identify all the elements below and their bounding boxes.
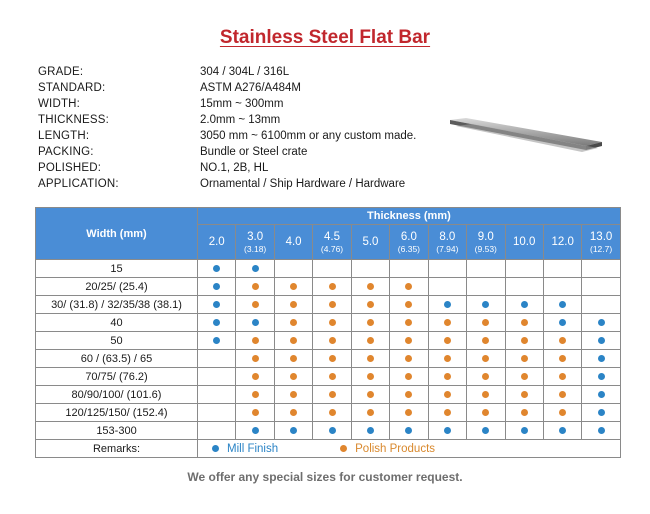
availability-cell [582,350,620,368]
polish-dot [482,391,489,398]
availability-cell [198,278,236,296]
polish-dot [252,355,259,362]
availability-cell [428,296,466,314]
page-title: Stainless Steel Flat Bar [219,27,431,48]
polish-dot [444,391,451,398]
spec-label: WIDTH: [38,98,81,110]
width-label: 40 [36,314,198,332]
availability-cell [351,296,389,314]
polish-dot [482,319,489,326]
thickness-inch: (4.76) [320,243,344,254]
polish-dot [405,283,412,290]
spec-value: Bundle or Steel crate [200,146,308,158]
spec-label: STANDARD: [38,82,106,94]
availability-cell [274,422,312,440]
availability-cell [467,296,505,314]
availability-cell [236,350,274,368]
availability-cell [428,386,466,404]
width-label: 80/90/100/ (101.6) [36,386,198,404]
availability-cell [198,350,236,368]
availability-cell [505,404,543,422]
polish-dot [252,283,259,290]
polish-dot [329,391,336,398]
polish-dot [405,301,412,308]
spec-value: 3050 mm ~ 6100mm or any custom made. [200,130,417,142]
availability-cell [313,314,351,332]
spec-value: 2.0mm ~ 13mm [200,114,281,126]
polish-dot [405,319,412,326]
thickness-mm: 4.0 [285,236,302,248]
availability-cell [236,296,274,314]
thickness-mm: 6.0 [400,230,417,243]
spec-row [38,80,416,96]
spec-value: 15mm ~ 300mm [200,98,284,110]
mill-finish-dot [482,301,489,308]
availability-cell [198,314,236,332]
mill-finish-dot [598,409,605,416]
table-row [36,260,621,278]
availability-cell [390,368,428,386]
availability-cell [351,314,389,332]
availability-cell [390,350,428,368]
polish-dot [252,301,259,308]
availability-cell [582,368,620,386]
availability-cell [198,404,236,422]
remarks-label: Remarks: [36,440,198,458]
thickness-mm: 2.0 [208,236,225,248]
mill-finish-dot [213,301,220,308]
polish-dot [329,373,336,380]
polish-dot [290,319,297,326]
polish-dot [329,409,336,416]
availability-cell [313,386,351,404]
polish-dot [521,337,528,344]
availability-cell [428,422,466,440]
availability-cell [351,332,389,350]
spec-value: Ornamental / Ship Hardware / Hardware [200,178,406,190]
availability-cell [467,386,505,404]
thickness-inch: (12.7) [589,243,613,254]
mill-finish-dot [598,319,605,326]
availability-cell [274,296,312,314]
availability-cell [505,422,543,440]
availability-cell [198,332,236,350]
size-table [35,207,621,458]
availability-cell [236,422,274,440]
spec-label: THICKNESS: [38,114,110,126]
availability-cell [543,314,581,332]
thickness-inch: (9.53) [474,243,497,254]
polish-dot [521,391,528,398]
thickness-col-header [274,225,312,260]
availability-cell [582,332,620,350]
spec-value: ASTM A276/A484M [200,82,301,94]
polish-dot [252,337,259,344]
polish-dot [290,355,297,362]
thickness-inch: (3.18) [244,243,267,254]
polish-dot [340,445,347,452]
legend-cell [198,440,621,458]
thickness-mm: 8.0 [439,230,456,243]
width-label: 20/25/ (25.4) [36,278,198,296]
mill-finish-dot [598,427,605,434]
polish-dot [367,409,374,416]
availability-cell [582,260,620,278]
availability-cell [274,404,312,422]
spec-row [38,64,416,80]
spec-row [38,160,416,176]
polish-dot [444,373,451,380]
availability-cell [390,332,428,350]
availability-cell [467,314,505,332]
legend-polish [340,443,435,455]
thickness-col-header [390,225,428,260]
mill-finish-dot [598,391,605,398]
availability-cell [274,386,312,404]
legend [198,440,620,457]
availability-cell [390,314,428,332]
thickness-col-header [198,225,236,260]
availability-cell [390,422,428,440]
mill-finish-dot [559,427,566,434]
mill-finish-dot [598,355,605,362]
availability-cell [390,278,428,296]
polish-dot [405,337,412,344]
availability-cell [390,386,428,404]
polish-dot [252,391,259,398]
mill-finish-dot [444,427,451,434]
polish-dot [482,355,489,362]
availability-cell [543,278,581,296]
legend-polish-label: Polish Products [355,442,436,455]
availability-cell [505,314,543,332]
thickness-mm: 9.0 [477,230,494,243]
availability-cell [351,278,389,296]
mill-finish-dot [213,265,220,272]
thickness-col-header [543,225,581,260]
availability-cell [313,350,351,368]
table-row [36,314,621,332]
thickness-mm: 10.0 [513,236,536,248]
mill-finish-dot [329,427,336,434]
spec-value: NO.1, 2B, HL [200,162,269,174]
polish-dot [405,409,412,416]
spec-row [38,112,416,128]
availability-cell [390,404,428,422]
mill-finish-dot [559,301,566,308]
table-row [36,368,621,386]
availability-cell [543,386,581,404]
polish-dot [521,373,528,380]
mill-finish-dot [213,283,220,290]
availability-cell [543,296,581,314]
polish-dot [482,409,489,416]
polish-dot [290,337,297,344]
footer-note: We offer any special sizes for customer request. [187,470,463,484]
availability-cell [313,296,351,314]
polish-dot [367,301,374,308]
availability-cell [543,368,581,386]
availability-cell [351,260,389,278]
availability-cell [505,296,543,314]
thickness-col-header [236,225,274,260]
polish-dot [290,409,297,416]
mill-finish-dot [367,427,374,434]
spec-label: GRADE: [38,66,84,78]
spec-row [38,144,416,160]
polish-dot [367,283,374,290]
availability-cell [351,368,389,386]
mill-finish-dot [290,427,297,434]
thickness-mm: 3.0 [247,230,264,243]
polish-dot [290,391,297,398]
width-label: 50 [36,332,198,350]
mill-finish-dot [212,445,219,452]
availability-cell [543,260,581,278]
spec-label: PACKING: [38,146,94,158]
polish-dot [521,355,528,362]
table-row [36,404,621,422]
polish-dot [559,373,566,380]
thickness-mm: 4.5 [324,230,341,243]
availability-cell [428,350,466,368]
polish-dot [367,337,374,344]
spec-row [38,176,416,192]
availability-cell [236,404,274,422]
polish-dot [367,391,374,398]
availability-cell [236,278,274,296]
availability-cell [582,422,620,440]
thickness-col-header [467,225,505,260]
spec-label: LENGTH: [38,130,90,142]
availability-cell [505,350,543,368]
availability-cell [390,296,428,314]
availability-cell [543,332,581,350]
availability-cell [313,404,351,422]
availability-cell [505,278,543,296]
polish-dot [405,373,412,380]
table-row [36,332,621,350]
thickness-col-header [313,225,351,260]
mill-finish-dot [598,373,605,380]
availability-cell [236,260,274,278]
spec-value: 304 / 304L / 316L [200,66,290,78]
availability-cell [351,422,389,440]
table-row [36,386,621,404]
availability-cell [351,404,389,422]
polish-dot [329,319,336,326]
availability-cell [390,260,428,278]
polish-dot [444,337,451,344]
flat-bar-illustration [446,116,606,156]
polish-dot [405,391,412,398]
availability-cell [198,422,236,440]
thickness-col-header [351,225,389,260]
availability-cell [274,260,312,278]
availability-cell [428,332,466,350]
availability-cell [582,296,620,314]
availability-cell [198,368,236,386]
availability-cell [236,386,274,404]
width-label: 30/ (31.8) / 32/35/38 (38.1) [36,296,198,314]
table-row [36,350,621,368]
availability-cell [351,386,389,404]
availability-cell [467,422,505,440]
mill-finish-dot [559,319,566,326]
polish-dot [367,355,374,362]
width-header: Width (mm) [36,208,198,260]
polish-dot [290,283,297,290]
availability-cell [467,260,505,278]
spec-list [38,64,416,192]
thickness-mm: 12.0 [551,236,574,248]
polish-dot [367,319,374,326]
availability-cell [467,332,505,350]
width-label: 153-300 [36,422,198,440]
availability-cell [428,260,466,278]
mill-finish-dot [252,427,259,434]
polish-dot [559,409,566,416]
polish-dot [405,355,412,362]
polish-dot [559,337,566,344]
polish-dot [290,373,297,380]
mill-finish-dot [213,319,220,326]
availability-cell [582,314,620,332]
mill-finish-dot [521,427,528,434]
availability-cell [467,404,505,422]
polish-dot [329,337,336,344]
polish-dot [290,301,297,308]
availability-cell [505,386,543,404]
availability-cell [428,314,466,332]
polish-dot [482,373,489,380]
mill-finish-dot [405,427,412,434]
polish-dot [329,301,336,308]
width-label: 60 / (63.5) / 65 [36,350,198,368]
availability-cell [274,368,312,386]
availability-cell [467,368,505,386]
polish-dot [367,373,374,380]
polish-dot [444,355,451,362]
polish-dot [252,373,259,380]
availability-cell [313,260,351,278]
mill-finish-dot [598,337,605,344]
thickness-header: Thickness (mm) [198,208,621,225]
legend-mill-label: Mill Finish [227,442,279,455]
polish-dot [444,409,451,416]
availability-cell [428,278,466,296]
availability-cell [236,332,274,350]
table-row [36,296,621,314]
availability-cell [236,368,274,386]
thickness-mm: 5.0 [362,236,379,248]
spec-row [38,128,416,144]
availability-cell [543,404,581,422]
availability-cell [313,422,351,440]
table-row [36,278,621,296]
availability-cell [313,278,351,296]
spec-label: POLISHED: [38,162,102,174]
availability-cell [582,278,620,296]
availability-cell [198,260,236,278]
polish-dot [559,355,566,362]
availability-cell [198,296,236,314]
availability-cell [505,260,543,278]
availability-cell [428,368,466,386]
thickness-inch: (7.94) [436,243,459,254]
availability-cell [543,350,581,368]
mill-finish-dot [521,301,528,308]
thickness-mm: 13.0 [589,230,613,243]
availability-cell [467,350,505,368]
availability-cell [428,404,466,422]
spec-label: APPLICATION: [38,178,119,190]
table-row [36,422,621,440]
availability-cell [274,350,312,368]
polish-dot [444,319,451,326]
availability-cell [274,278,312,296]
polish-dot [521,319,528,326]
width-label: 70/75/ (76.2) [36,368,198,386]
polish-dot [521,409,528,416]
mill-finish-dot [482,427,489,434]
availability-cell [505,332,543,350]
availability-cell [313,368,351,386]
width-label: 120/125/150/ (152.4) [36,404,198,422]
polish-dot [482,337,489,344]
thickness-col-header [582,225,620,260]
polish-dot [329,283,336,290]
availability-cell [351,350,389,368]
availability-cell [582,386,620,404]
availability-cell [543,422,581,440]
polish-dot [559,391,566,398]
thickness-inch: (6.35) [397,243,421,254]
mill-finish-dot [252,265,259,272]
spec-row [38,96,416,112]
availability-cell [313,332,351,350]
availability-cell [236,314,274,332]
mill-finish-dot [444,301,451,308]
legend-mill [212,443,278,455]
availability-cell [274,314,312,332]
availability-cell [274,332,312,350]
mill-finish-dot [252,319,259,326]
mill-finish-dot [213,337,220,344]
polish-dot [329,355,336,362]
polish-dot [252,409,259,416]
thickness-col-header [428,225,466,260]
width-label: 15 [36,260,198,278]
availability-cell [198,386,236,404]
availability-cell [467,278,505,296]
thickness-col-header [505,225,543,260]
availability-cell [505,368,543,386]
availability-cell [582,404,620,422]
